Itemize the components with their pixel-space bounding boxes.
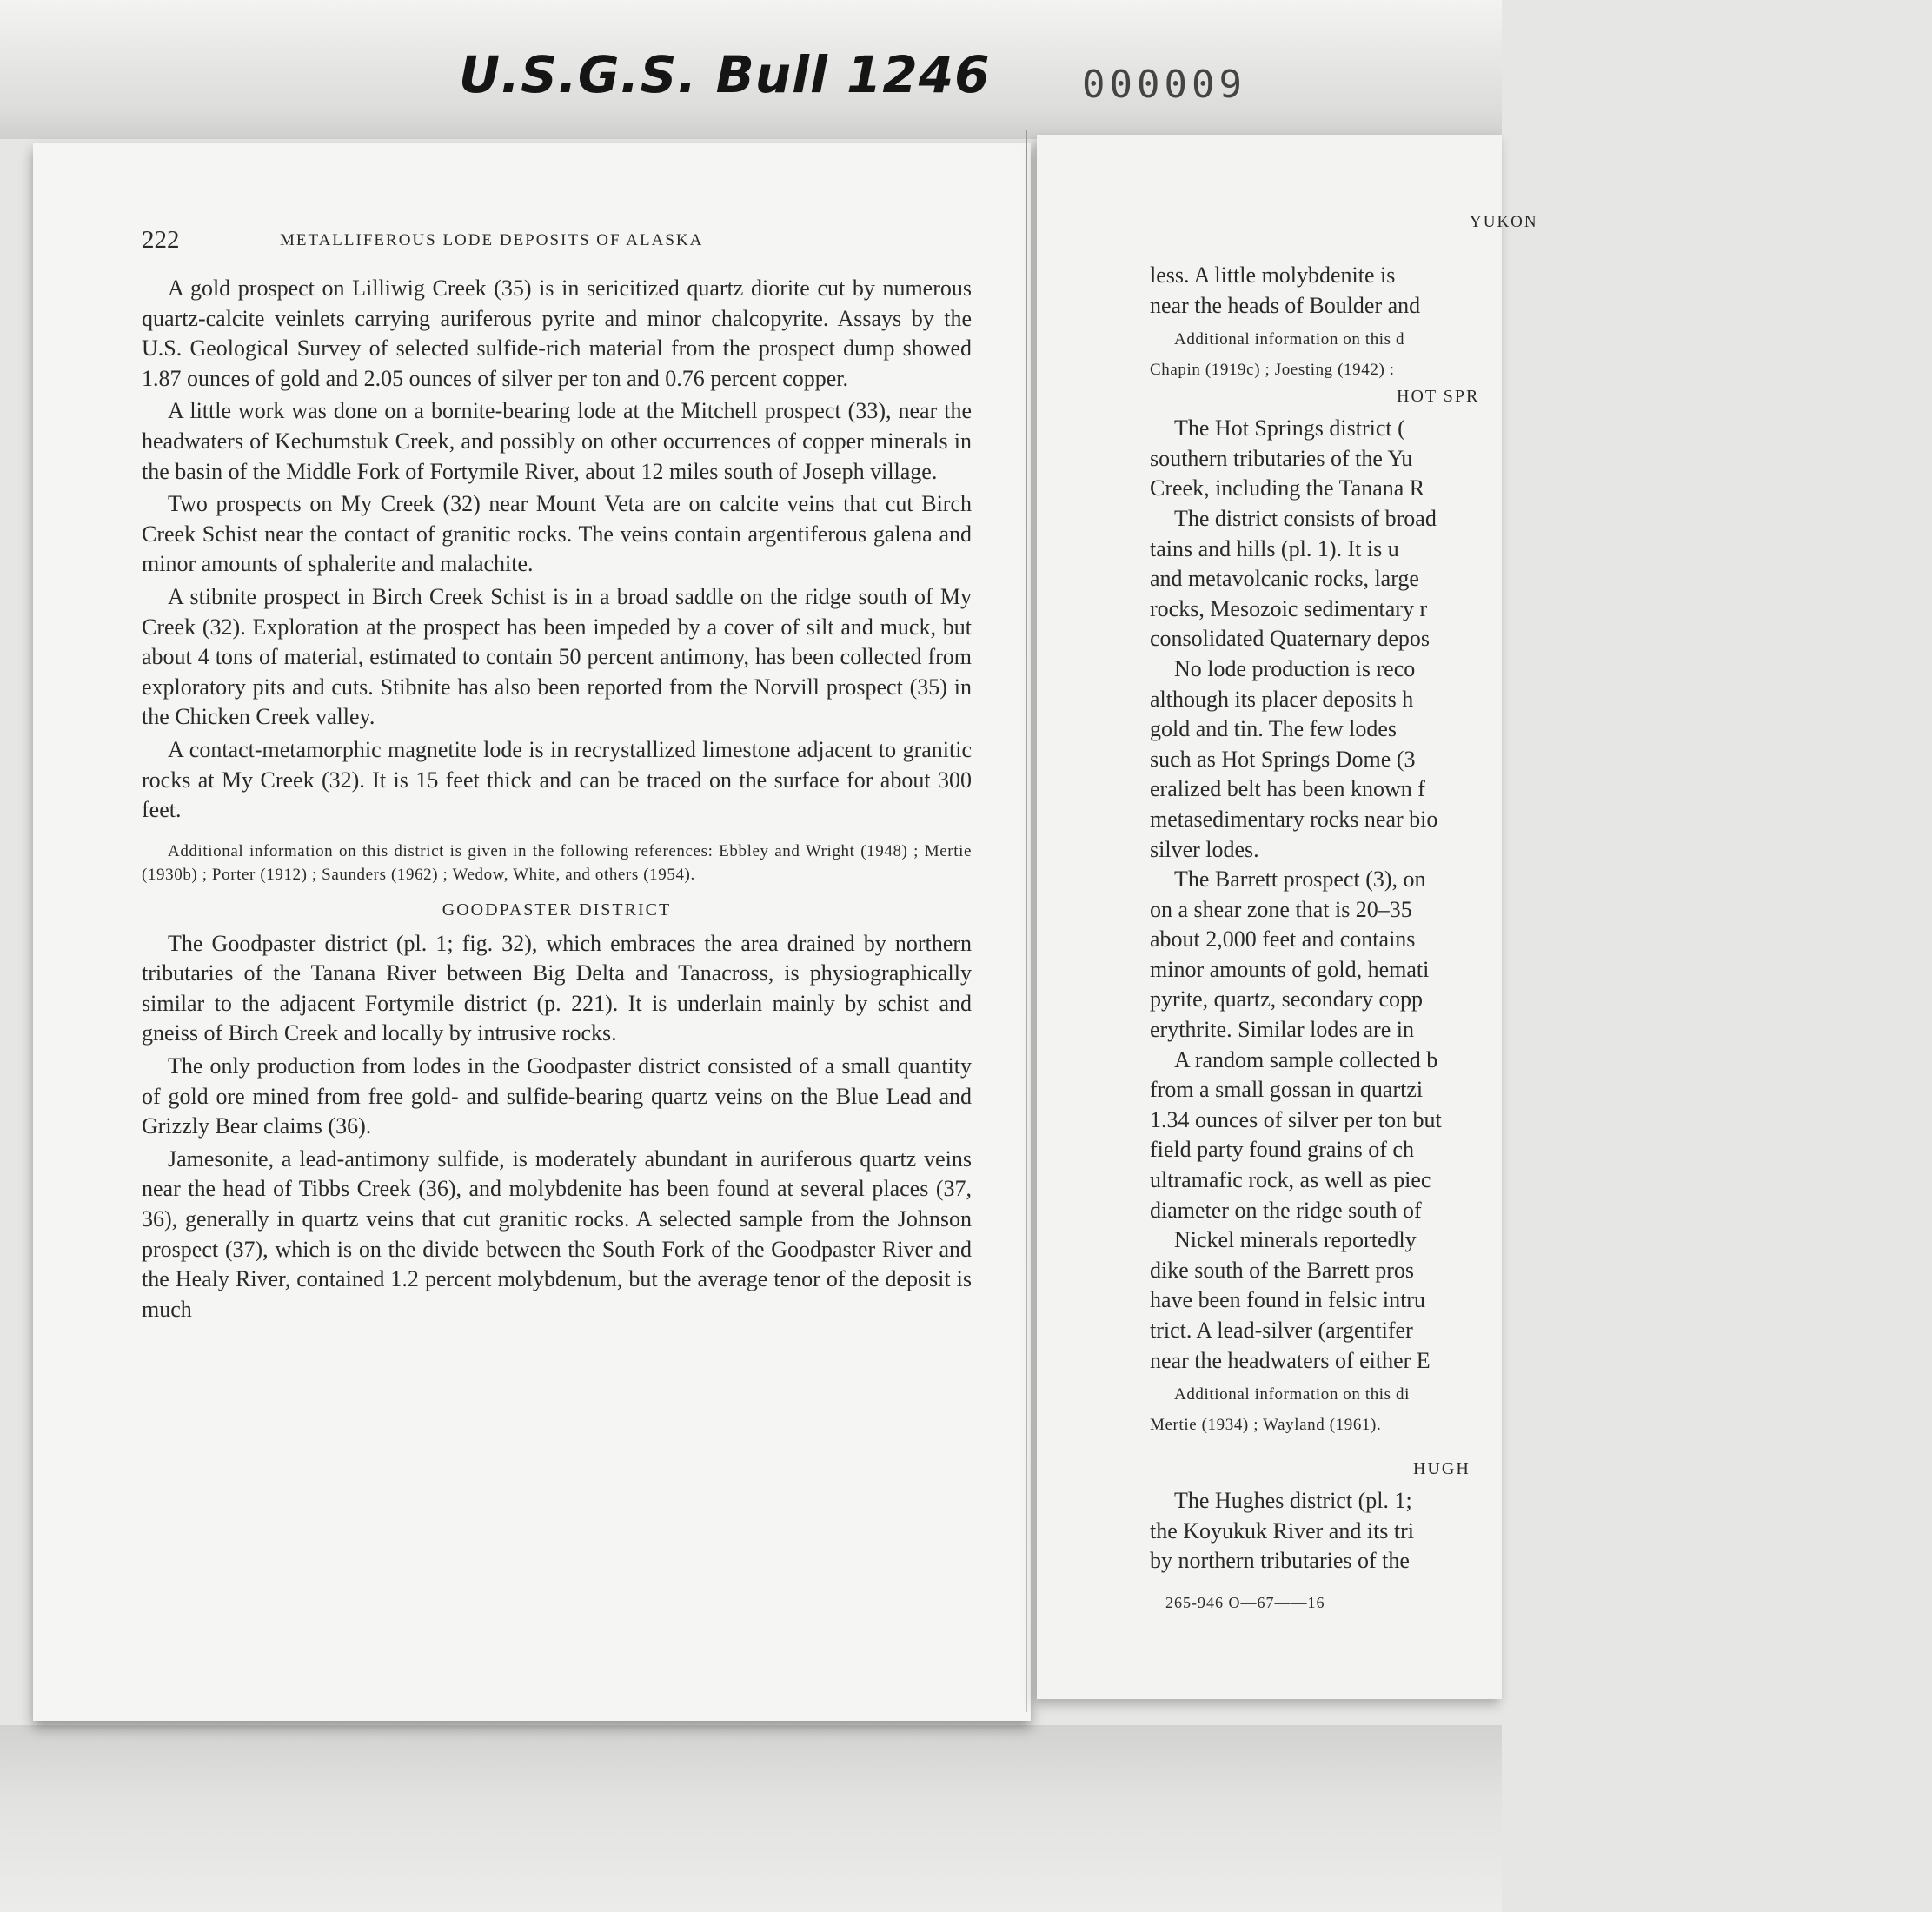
text-line: have been found in felsic intru xyxy=(1150,1287,1425,1313)
print-code: 265-946 O—67——16 xyxy=(1165,1593,1325,1611)
handwritten-annotation: U.S.G.S. Bull 1246 xyxy=(459,45,991,104)
text-line: tains and hills (pl. 1). It is u xyxy=(1150,535,1399,561)
references-note: Additional information on this district is given in the following references: Ebbley and Wright (1948) ; Mertie (1930b) ; Porter (1912) ; Saunders (1962) ; Wedow, White, and others (1954). xyxy=(142,841,972,884)
scan-bottom-shadow xyxy=(0,1725,1502,1912)
paragraph: A contact-metamorphic magnetite lode is in recrystallized limestone adjacent to granitic rocks at My Creek (32). It is 15 feet thick and can be traced on the surface for about 300 feet. xyxy=(142,736,972,823)
running-head: METALLIFEROUS LODE DEPOSITS OF ALASKA xyxy=(280,231,704,249)
text-line: near the heads of Boulder and xyxy=(1150,292,1421,318)
text-line: by northern tributaries of the xyxy=(1150,1548,1410,1574)
text-line: about 2,000 feet and contains xyxy=(1150,926,1416,953)
text-line: pyrite, quartz, secondary copp xyxy=(1150,986,1424,1012)
left-page xyxy=(33,143,1031,1721)
text-line: No lode production is reco xyxy=(1174,655,1416,681)
text-line: The Hot Springs district ( xyxy=(1174,415,1405,441)
paragraph: The Goodpaster district (pl. 1; fig. 32), which embraces the area drained by northern tributaries of the Tanana River between Big Delta and Tanacross, is physiographically similar to the adjacent Fortymile district (p. 221). It is underlain mainly by schist and gneiss of Birch Creek and locally by intrusive rocks. xyxy=(142,930,972,1046)
text-line: less. A little molybdenite is xyxy=(1150,262,1396,288)
paragraph: A little work was done on a bornite-bearing lode at the Mitchell prospect (33), near the headwaters of Kechumstuk Creek, and possibly on other occurrences of copper minerals in the basin of the Middle Fork of Fortymile River, about 12 miles south of Joseph village. xyxy=(142,398,972,484)
text-line: The Barrett prospect (3), on xyxy=(1174,866,1426,893)
text-line: such as Hot Springs Dome (3 xyxy=(1150,746,1416,772)
page-number: 222 xyxy=(142,226,180,254)
left-page-header xyxy=(33,226,1031,261)
text-line: the Koyukuk River and its tri xyxy=(1150,1517,1415,1544)
text-line: although its placer deposits h xyxy=(1150,686,1414,712)
paragraph: The only production from lodes in the Goodpaster district consisted of a small quantity of gold ore mined from free gold- and sulfide-bearing quartz veins on the Blue Lead and Grizzly Bear claims (36). xyxy=(142,1053,972,1139)
text-line: The district consists of broad xyxy=(1174,505,1437,531)
paragraph: Jamesonite, a lead-antimony sulfide, is moderately abundant in auriferous quartz veins near the head of Tibbs Creek (36), and molybdenite has been found at several places (37, 36), generally in quartz veins that cut granitic rocks. A selected sample from the Johnson prospect (37), which is on the divide between the South Fork of the Goodpaster River and the Healy River, contained 1.2 percent molybdenum, but the average tenor of the deposit is much xyxy=(142,1145,972,1322)
paragraph: A gold prospect on Lilliwig Creek (35) is in sericitized quartz diorite cut by numerous quartz-calcite veinlets carrying auriferous pyrite and minor chalcopyrite. Assays by the U.S. Geological Survey of selected sulfide-rich material from the prospect dump showed 1.87 ounces of gold and 2.05 ounces of silver per ton and 0.76 percent copper. xyxy=(142,276,972,391)
text-line: and metavolcanic rocks, large xyxy=(1150,566,1419,592)
text-line: eralized belt has been known f xyxy=(1150,776,1425,802)
text-line: southern tributaries of the Yu xyxy=(1150,445,1413,471)
paragraph: Two prospects on My Creek (32) near Mount Veta are on calcite veins that cut Birch Creek Schist near the contact of granitic rocks. The veins contain argentiferous galena and minor amounts of sphalerite and malachite. xyxy=(142,491,972,577)
stamp-number: 000009 xyxy=(1082,63,1246,107)
text-line: consolidated Quaternary depos xyxy=(1150,626,1431,652)
text-line: field party found grains of ch xyxy=(1150,1137,1414,1163)
hughes-text xyxy=(1150,1486,1932,1577)
right-text-column xyxy=(1150,261,1932,1612)
text-line: 1.34 ounces of silver per ton but xyxy=(1150,1106,1442,1132)
text-line: trict. A lead-silver (argentifer xyxy=(1150,1318,1413,1343)
text-line: silver lodes. xyxy=(1150,836,1259,862)
text-line: minor amounts of gold, hemati xyxy=(1150,956,1430,982)
left-text-column xyxy=(142,274,972,1327)
references-note: Mertie (1934) ; Wayland (1961). xyxy=(1150,1416,1382,1435)
paragraph: A stibnite prospect in Birch Creek Schist is in a broad saddle on the ridge south of My Creek (32). Exploration at the prospect has been impeded by a cover of silt and muck, but about 4 tons of material, estimated to contain 50 percent antimony, has been collected from exploratory pits and cuts. Stibnite has also been reported from the Norvill prospect (35) in the Chicken Creek valley. xyxy=(142,583,972,730)
section-heading: GOODPASTER DISTRICT xyxy=(442,900,672,919)
text-line: ultramafic rock, as well as piec xyxy=(1150,1167,1431,1193)
references-note: Chapin (1919c) ; Joesting (1942) : xyxy=(1150,361,1395,380)
text-line: Creek, including the Tanana R xyxy=(1150,475,1425,501)
text-line: rocks, Mesozoic sedimentary r xyxy=(1150,595,1428,621)
hot-springs-text xyxy=(1150,414,1932,1376)
text-line: erythrite. Similar lodes are in xyxy=(1150,1017,1414,1043)
text-line: Nickel minerals reportedly xyxy=(1174,1227,1417,1253)
right-running-head: YUKON xyxy=(1470,213,1538,231)
text-line: metasedimentary rocks near bio xyxy=(1150,806,1438,832)
section-heading-hughes: HUGH xyxy=(1413,1459,1471,1479)
text-line: on a shear zone that is 20–35 xyxy=(1150,896,1412,922)
text-line: gold and tin. The few lodes xyxy=(1150,716,1398,742)
text-line: near the headwaters of either E xyxy=(1150,1347,1431,1373)
text-line: from a small gossan in quartzi xyxy=(1150,1077,1424,1103)
section-heading-hot-springs: HOT SPR xyxy=(1397,387,1480,407)
text-line: A random sample collected b xyxy=(1174,1046,1438,1072)
text-line: The Hughes district (pl. 1; xyxy=(1174,1488,1412,1514)
references-note: Additional information on this d xyxy=(1174,330,1405,349)
references-note: Additional information on this di xyxy=(1174,1385,1411,1404)
right-page xyxy=(1037,135,1538,1699)
text-line: diameter on the ridge south of xyxy=(1150,1197,1422,1223)
text-line: dike south of the Barrett pros xyxy=(1150,1257,1414,1283)
page-gutter-line xyxy=(1026,130,1027,1712)
